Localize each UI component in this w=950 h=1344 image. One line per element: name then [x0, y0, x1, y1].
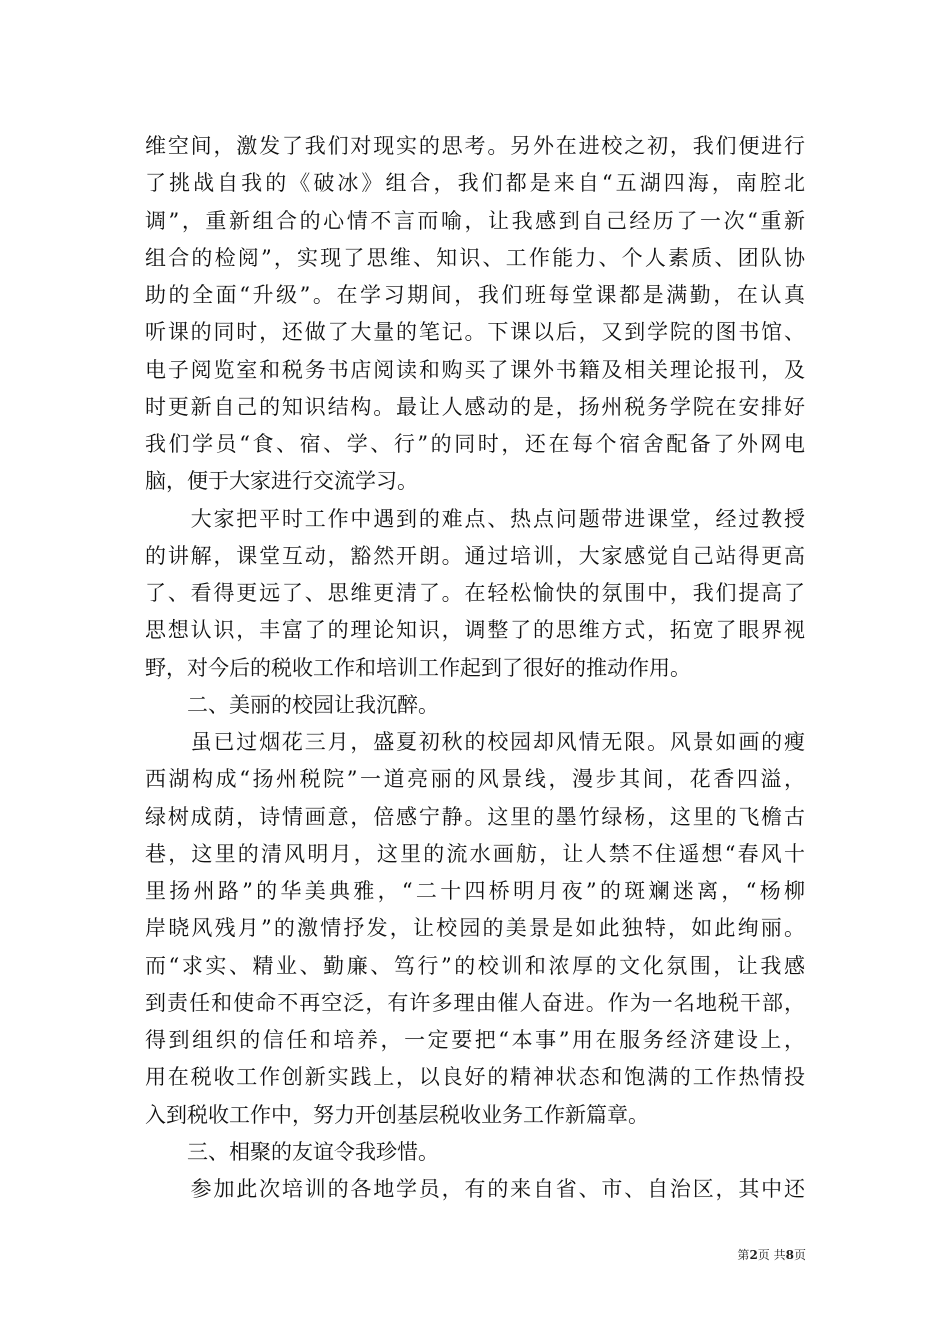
text-line: 二、美丽的校园让我沉醉。 [145, 692, 439, 717]
text-line: 参加此次培训的各地学员，有的来自省、市、自治区，其中还 [145, 1177, 805, 1201]
total-page-number: 8 [785, 1248, 794, 1262]
text-line: 虽已过烟花三月，盛夏初秋的校园却风情无限。风景如画的瘦 [145, 730, 805, 754]
text-line: 得到组织的信任和培养，一定要把“本事”用在服务经济建设上， [145, 1028, 805, 1052]
text-line: 大家把平时工作中遇到的难点、热点问题带进课堂，经过教授 [145, 506, 805, 531]
text-line: 的讲解，课堂互动，豁然开朗。通过培训，大家感觉自己站得更高 [145, 543, 805, 568]
text-line: 里扬州路”的华美典雅，“二十四桥明月夜”的斑斓迷离，“杨柳 [145, 879, 805, 903]
footer-middle: 页 共 [757, 1248, 786, 1262]
text-line: 调”，重新组合的心情不言而喻，让我感到自己经历了一次“重新 [145, 208, 805, 233]
page-footer [700, 1247, 806, 1263]
text-line: 西湖构成“扬州税院”一道亮丽的风景线，漫步其间，花香四溢， [145, 767, 805, 792]
text-line: 维空间，激发了我们对现实的思考。另外在进校之初，我们便进行 [145, 134, 805, 158]
text-line: 我们学员“食、宿、学、行”的同时，还在每个宿舍配备了外网电 [145, 432, 805, 456]
text-line: 电子阅览室和税务书店阅读和购买了课外书籍及相关理论报刊，及 [145, 357, 805, 382]
text-line: 野，对今后的税收工作和培训工作起到了很好的推动作用。 [145, 655, 691, 680]
text-line: 助的全面“升级”。在学习期间，我们班每堂课都是满勤，在认真 [145, 283, 805, 307]
text-line: 绿树成荫，诗情画意，倍感宁静。这里的墨竹绿杨，这里的飞檐古 [145, 804, 805, 829]
text-line: 听课的同时，还做了大量的笔记。下课以后，又到学院的图书馆、 [145, 320, 805, 345]
text-line: 脑，便于大家进行交流学习。 [145, 469, 418, 494]
current-page-number: 2 [749, 1248, 758, 1262]
text-line: 而“求实、精业、勤廉、笃行”的校训和浓厚的文化氛围，让我感 [145, 953, 805, 978]
text-line: 岸晓风残月”的激情抒发，让校园的美景是如此独特，如此绚丽。 [145, 916, 805, 941]
text-line: 组合的检阅”，实现了思维、知识、工作能力、个人素质、团队协 [145, 245, 805, 270]
text-line: 了、看得更远了、思维更清了。在轻松愉快的氛围中，我们提高了 [145, 581, 805, 605]
text-line: 三、相聚的友谊令我珍惜。 [145, 1139, 439, 1164]
footer-suffix: 页 [793, 1248, 806, 1262]
text-line: 入到税收工作中，努力开创基层税收业务工作新篇章。 [145, 1102, 649, 1127]
text-line: 时更新自己的知识结构。最让人感动的是，扬州税务学院在安排好 [145, 394, 805, 419]
text-line: 思想认识，丰富了的理论知识，调整了的思维方式，拓宽了眼界视 [145, 618, 805, 643]
text-line: 到责任和使命不再空泛，有许多理由催人奋进。作为一名地税干部， [145, 990, 805, 1015]
text-line: 了挑战自我的《破冰》组合，我们都是来自“五湖四海，南腔北 [145, 171, 805, 196]
text-line: 用在税收工作创新实践上，以良好的精神状态和饱满的工作热情投 [145, 1065, 805, 1090]
text-line: 巷，这里的清风明月，这里的流水画舫，让人禁不住遥想“春风十 [145, 841, 805, 866]
footer-prefix: 第 [737, 1248, 750, 1262]
document-body [145, 128, 805, 1208]
